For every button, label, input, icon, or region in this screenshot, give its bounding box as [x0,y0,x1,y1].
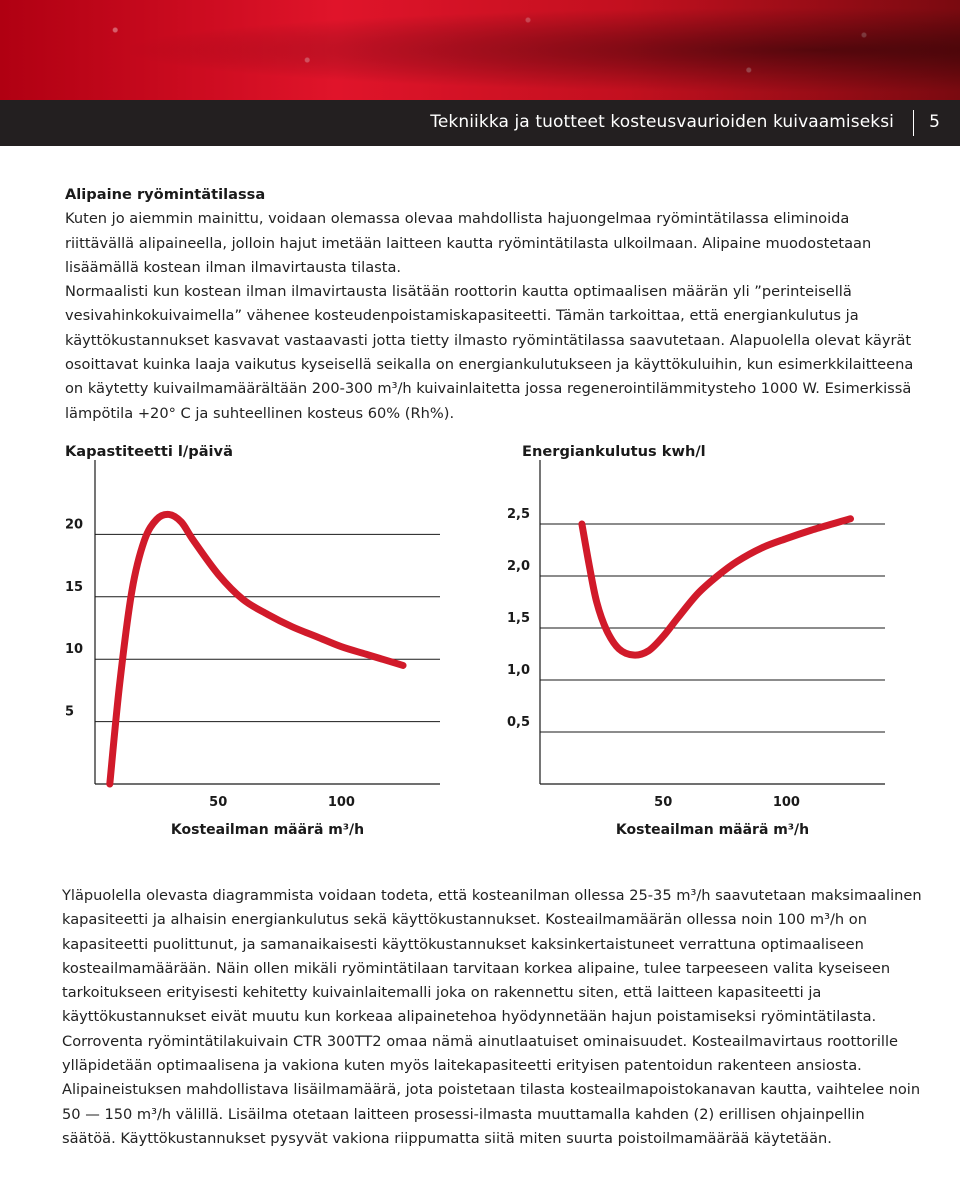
y-tick-label: 5 [65,704,75,720]
energy-chart [480,460,960,850]
paragraph: Corroventa ryömintätilakuivain CTR 300TT2 omaa nämä ainutlaatuiset ominaisuudet. Kosteailmavirtaus roottorille ylläpidetään optimaalisena ja vakiona kuten myös laitekapasiteetti erityisen patentoidun rakenteen ansiosta. Alipaineistuksen mahdollistava lisäilmamäärä, jota poistetaan tilasta kosteailmapoistokanavan kautta, vaihtelee noin 50 — 150 m³/h välillä. Lisäilma otetaan laitteen prosessi-ilmasta muuttamalla kahden (2) erillisen ohjainpellin säätöä. Käyttökustannukset pysyvät vakiona riippumatta siitä miten suurta poistoilmamäärää käytetään. [62,1032,921,1147]
x-tick-label: 50 [654,795,673,810]
section-negative-pressure [65,183,915,426]
paragraph: Kuten jo aiemmin mainittu, voidaan olemassa olevaa mahdollista hajuongelmaa ryömintätilassa eliminoida riittävällä alipaineella, jolloin hajut imetään laitteen kautta ryömintätilasta ulkoilmaan. Alipaine muodostetaan lisäämällä kostean ilman ilmavirtausta tilasta. [65,210,872,276]
x-tick-label: 100 [327,795,355,810]
banner-shading [0,0,960,100]
x-tick-label: 50 [209,795,228,810]
y-tick-label: 2,0 [507,559,531,574]
header-divider [913,110,914,136]
y-tick-label: 10 [65,642,84,658]
header-title: Tekniikka ja tuotteet kosteusvaurioiden kuivaamiseksi [430,112,894,132]
section-title: Alipaine ryömintätilassa [65,186,266,203]
y-tick-label: 15 [65,579,84,595]
chart-title-capacity: Kapastiteetti l/päivä [65,443,233,460]
chart-title-energy: Energiankulutus kwh/l [522,443,706,460]
paragraph: Normaalisti kun kostean ilman ilmavirtausta lisätään roottorin kautta optimaalisen määrän yli ”perinteisellä vesivahinkokuivaimella” vähenee kosteudenpoistamiskapasiteetti. Tämän tarkoittaa, että energiankulutus ja käyttökustannukset kasvavat vastaavasti jotta tietty ilmasto ryömintätilassa saavutetaan. Alapuolella olevat käyrät osoittavat kuinka laaja vaikutus kyseisellä seikalla on energiankulutukseen ja käyttökuluihin, kun esimerkkilaitteena on käytetty kuivailmamäärältään 200-300 m³/h kuivainlaitetta jossa regenerointilämmitysteho 1000 W. Esimerkissä lämpötila +20° C ja suhteellinen kosteus 60% (Rh%). [65,283,914,422]
x-axis-title: Kosteailman määrä m³/h [170,822,365,838]
section-conclusion [62,884,922,1151]
header-banner-image [0,0,960,100]
y-tick-label: 0,5 [507,715,531,730]
series-line [110,514,403,784]
y-tick-label: 1,5 [507,611,531,626]
capacity-chart [0,460,480,850]
x-tick-label: 100 [772,795,800,810]
y-tick-label: 20 [65,517,84,533]
y-tick-label: 1,0 [507,663,531,678]
y-tick-label: 2,5 [507,507,531,522]
page-number: 5 [929,112,940,132]
paragraph: Yläpuolella olevasta diagrammista voidaan todeta, että kosteanilman ollessa 25-35 m³/h saavutetaan maksimaalinen kapasiteetti ja alhaisin energiankulutus sekä käyttökustannukset. Kosteailmamäärän ollessa noin 100 m³/h on kapasiteetti puolittunut, ja samanaikaisesti käyttökustannukset kaksinkertaistuneet verrattuna optimaaliseen kosteailmamäärään. Näin ollen mikäli ryömintätilaan tarvitaan korkea alipaine, tulee tarpeeseen valita kyseiseen tarkoitukseen erityisesti kehitetty kuivainlaitemalli joka on rakennettu siten, että laitteen kapasiteetti ja käyttökustannukset eivät muutu kun korkeaa alipainetehoa hyödynnetään hajun poistamiseksi ryömintätilasta. [62,887,922,1026]
header-bar [0,100,960,146]
x-axis-title: Kosteailman määrä m³/h [615,822,810,838]
series-line [582,519,851,655]
